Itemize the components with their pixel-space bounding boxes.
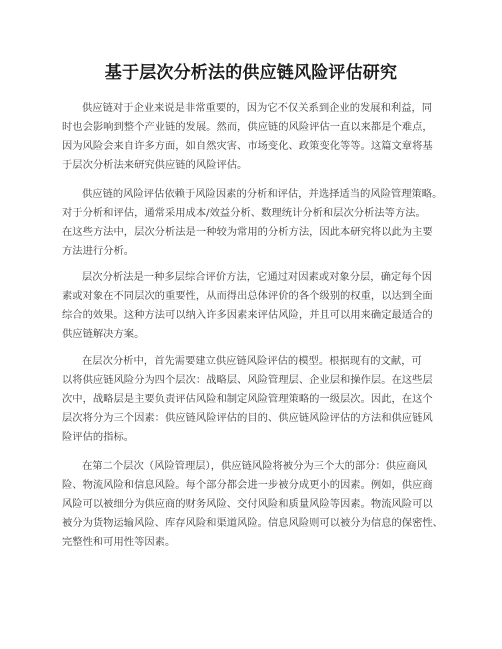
paragraph-line: 完整性和可用性等因素。 <box>62 536 176 548</box>
paragraph-4 <box>62 352 444 447</box>
paragraph-line: 在第二个层次（风险管理层），供应链风险将被分为三个大的部分：供应商风 <box>82 460 427 472</box>
paragraph-line: 素或对象在不同层次的重要性，从而得出总体评价的各个级别的权重，以达到全面 <box>62 290 433 302</box>
paragraph-line: 次中，战略层是主要负责评估风险和制定风险管理策略的一级层次。因此，在这个 <box>62 393 433 405</box>
paragraph-1 <box>62 99 444 175</box>
paragraph-3 <box>62 268 444 344</box>
paragraph-line: 险、物流风险和信息风险。每个部分都会进一步被分成更小的因素。例如，供应商 <box>62 479 433 491</box>
paragraph-line: 被分为货物运输风险、库存风险和渠道风险。信息风险则可以被分为信息的保密性、 <box>62 517 443 529</box>
paragraph-line: 险评估的指标。 <box>62 431 135 443</box>
paragraph-line: 综合的效果。这种方法可以纳入许多因素来评估风险，并且可以用来确定最适合的 <box>62 309 433 321</box>
paragraph-line: 因为风险会来自许多方面，如自然灾害、市场变化、政策变化等等。这篇文章将基 <box>62 140 433 152</box>
paragraph-line: 供应链的风险评估依赖于风险因素的分析和评估，并选择适当的风险管理策略。 <box>82 188 443 200</box>
paragraph-line: 层次分析法是一种多层综合评价方法，它通过对因素或对象分层，确定每个因 <box>82 271 433 283</box>
paragraph-line: 时也会影响到整个产业链的发展。然而，供应链的风险评估一直以来都是个难点， <box>62 121 433 133</box>
paragraph-line: 于层次分析法来研究供应链的风险评估。 <box>62 159 248 171</box>
paragraph-line: 供应链解决方案。 <box>62 328 145 340</box>
paragraph-line: 层次将分为三个因素：供应链风险评估的目的、供应链风险评估的方法和供应链风 <box>62 412 433 424</box>
paragraph-line: 以将供应链风险分为四个层次：战略层、风险管理层、企业层和操作层。在这些层 <box>62 374 433 386</box>
paragraph-2 <box>62 185 444 261</box>
paragraph-line: 在层次分析中，首先需要建立供应链风险评估的模型。根据现有的文献，可 <box>82 355 422 367</box>
paragraph-line: 方法进行分析。 <box>62 245 135 257</box>
paragraph-5 <box>62 457 444 552</box>
paragraph-line: 在这些方法中，层次分析法是一种较为常用的分析方法，因此本研究将以此为主要 <box>62 226 433 238</box>
paragraph-line: 风险可以被细分为供应商的财务风险、交付风险和质量风险等因素。物流风险可以 <box>62 498 433 510</box>
document-title: 基于层次分析法的供应链风险评估研究 <box>104 63 398 83</box>
paragraph-line: 对于分析和评估，通常采用成本/效益分析、数理统计分析和层次分析法等方法。 <box>62 207 426 219</box>
paragraph-line: 供应链对于企业来说是非常重要的，因为它不仅关系到企业的发展和利益，同 <box>82 102 433 114</box>
